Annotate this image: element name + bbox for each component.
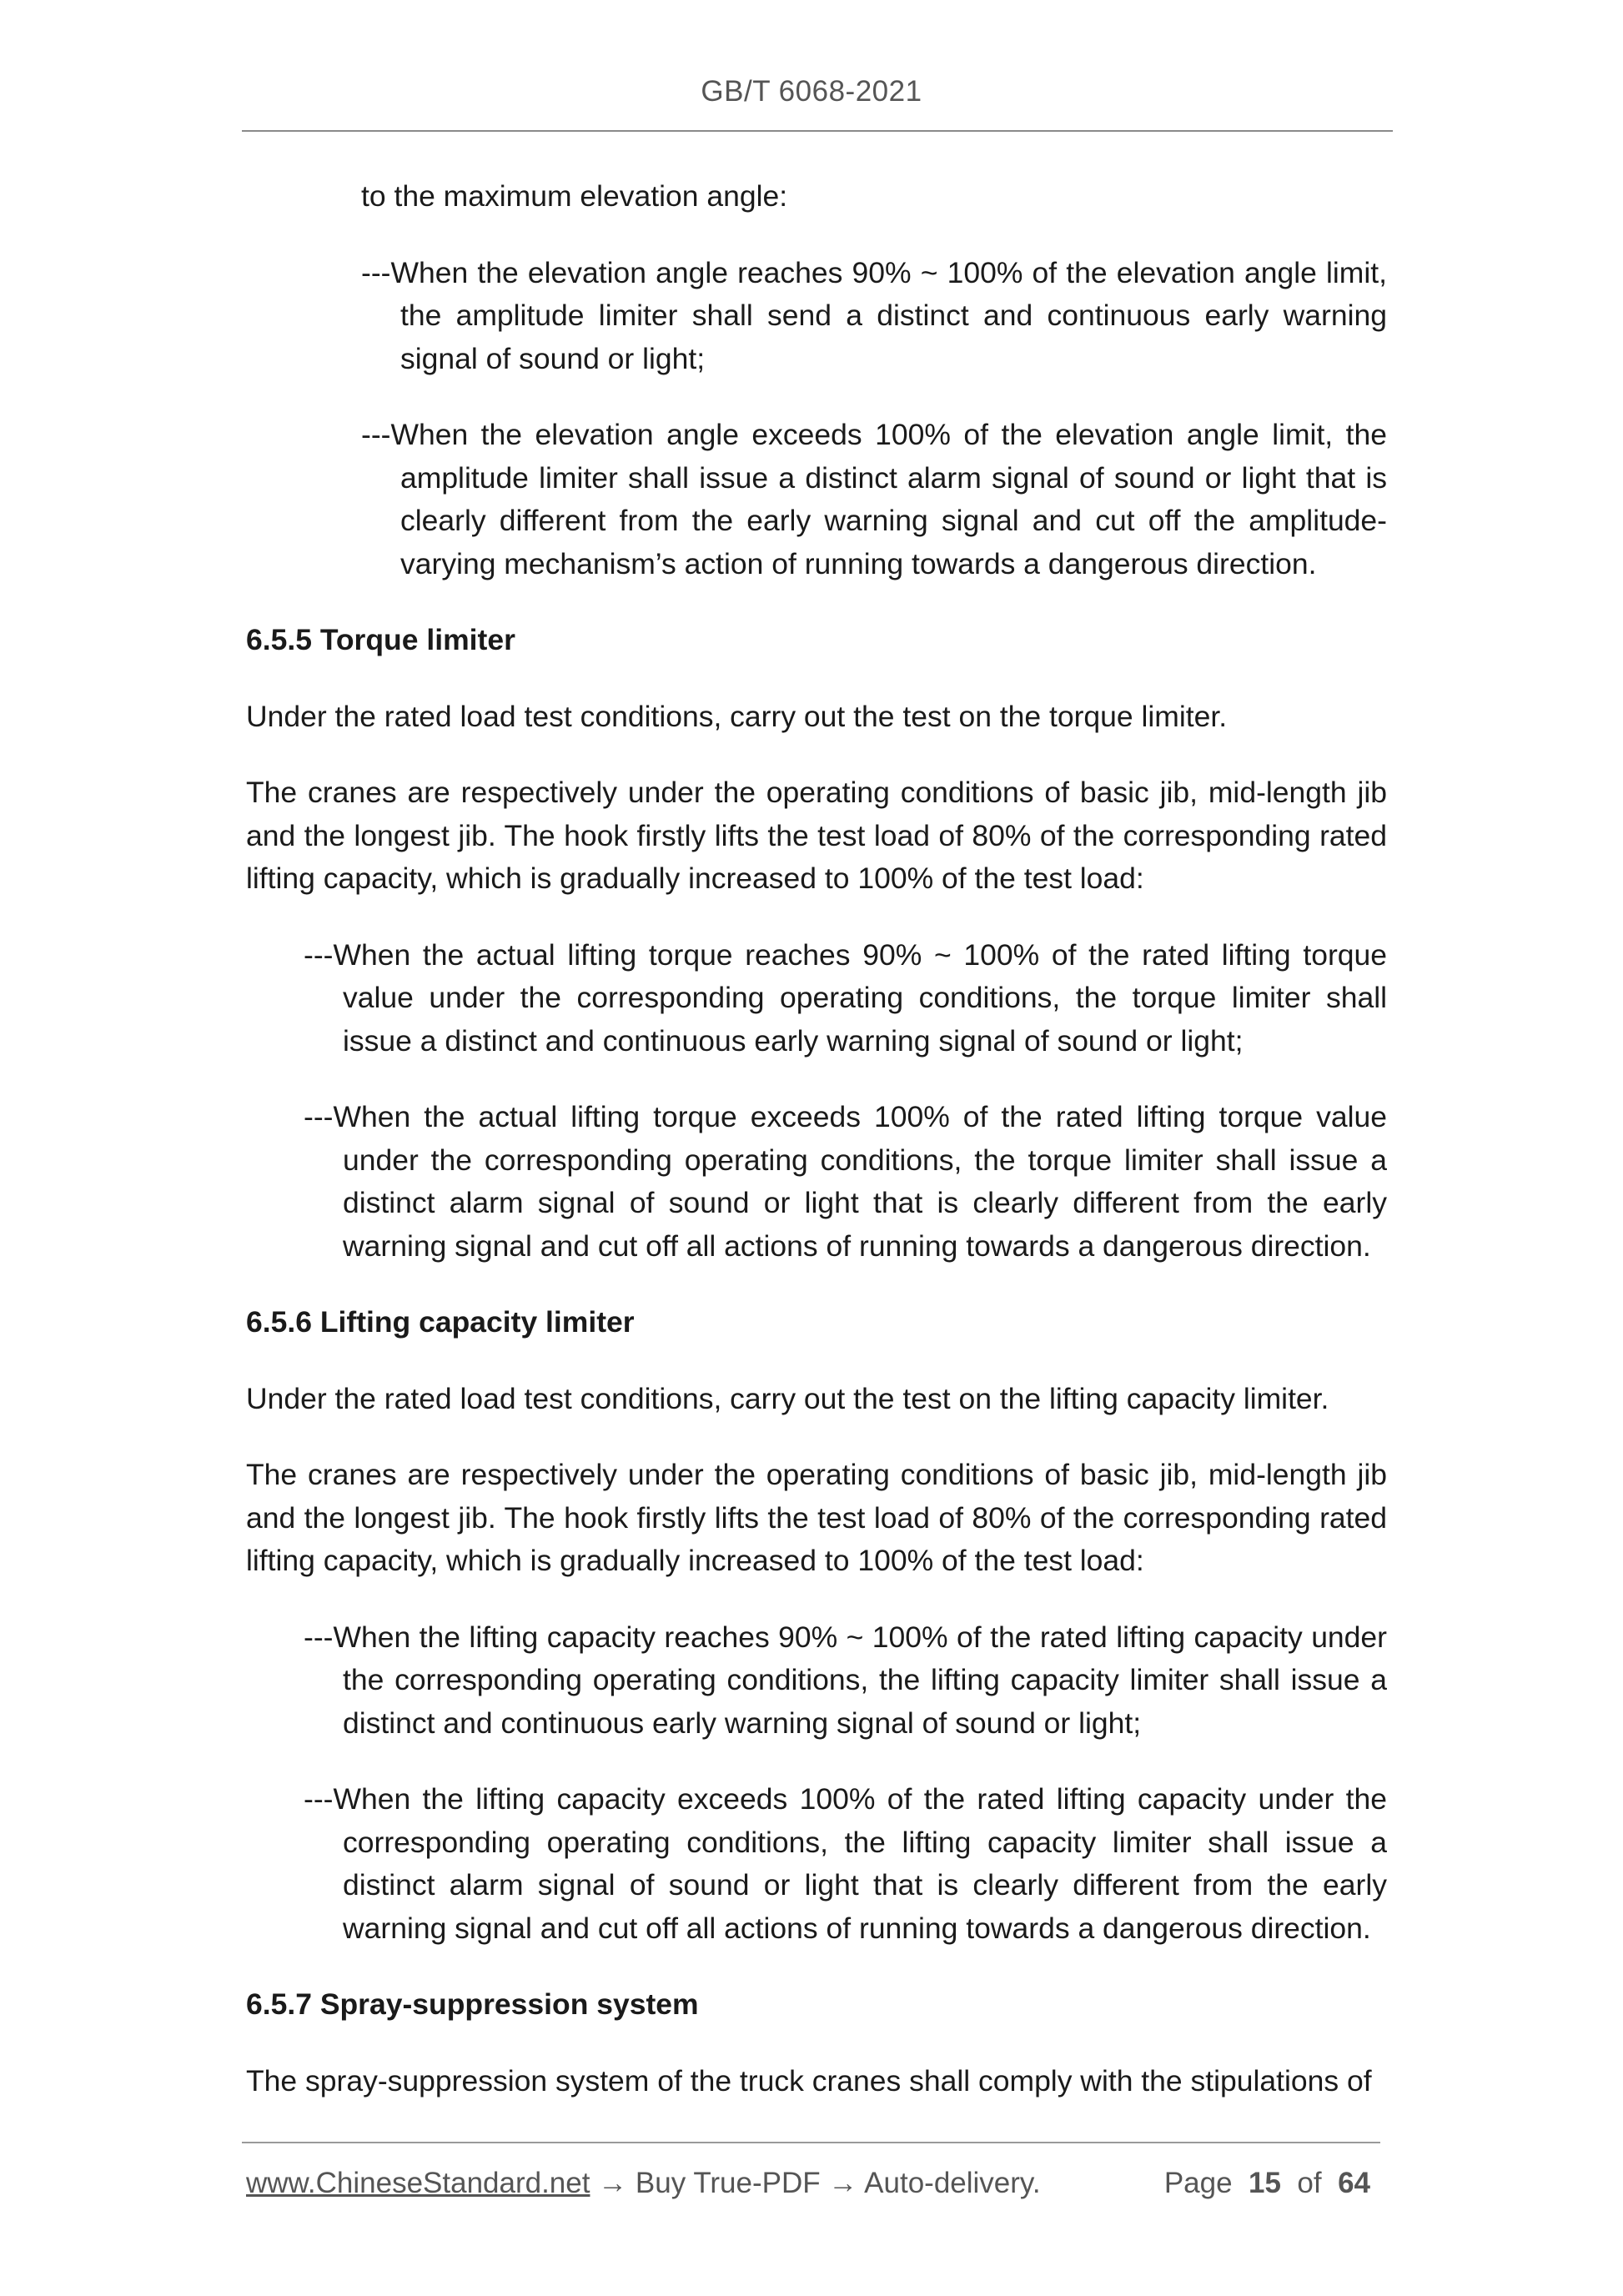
page-number: 15: [1249, 2167, 1281, 2199]
spacer: [246, 1420, 1387, 1454]
spacer: [246, 1583, 1387, 1616]
spacer: [246, 219, 1387, 252]
page-footer: [246, 2167, 1380, 2205]
footer-tagline: → Buy True-PDF → Auto-delivery.: [590, 2167, 1041, 2199]
list-item-torque-alarm: ---When the actual lifting torque exceeds 100% of the rated lifting torque value under the corresponding operating conditions, the torque limiter shall issue a distinct alarm signal of sound or light that is clearly different from the early warning signal and cut off all actions of running towards a dangerous direction.: [304, 1100, 1387, 1263]
document-header-title: GB/T 6068-2021: [701, 75, 922, 108]
spacer: [246, 380, 1387, 414]
spacer: [246, 1950, 1387, 1983]
spacer: [246, 1344, 1387, 1378]
spacer: [246, 1745, 1387, 1778]
list-item-capacity-warning: ---When the lifting capacity reaches 90% ~ 100% of the rated lifting capacity under the corresponding operating conditions, the lifting capacity limiter shall issue a distinct and continuous early warning signal of sound or light;: [304, 1620, 1387, 1740]
of-word: of: [1297, 2167, 1322, 2199]
spacer: [246, 662, 1387, 696]
paragraph-capacity-conditions: The cranes are respectively under the operating conditions of basic jib, mid-length jib and the longest jib. The hook firstly lifts the test load of 80% of the corresponding rated lifting capacity, which is gradually increased to 100% of the test load:: [246, 1458, 1387, 1577]
section-heading-lifting-capacity-limiter: 6.5.6 Lifting capacity limiter: [246, 1305, 635, 1339]
website-link[interactable]: www.ChineseStandard.net: [246, 2167, 590, 2199]
page-word: Page: [1163, 2167, 1233, 2199]
spacer: [246, 585, 1387, 619]
spacer: [246, 738, 1387, 771]
page-indicator: [1164, 2167, 1370, 2200]
header-divider: [242, 130, 1393, 132]
footer-left: [246, 2167, 1041, 2200]
list-item-capacity-alarm: ---When the lifting capacity exceeds 100% of the rated lifting capacity under the corresponding operating conditions, the lifting capacity limiter shall issue a distinct alarm signal of sound or light that is clearly different from the early warning signal and cut off all actions of running towards a dangerous direction.: [304, 1782, 1387, 1945]
spacer: [246, 901, 1387, 934]
section-heading-spray-suppression: 6.5.7 Spray-suppression system: [246, 1987, 699, 2021]
list-item-torque-warning: ---When the actual lifting torque reaches 90% ~ 100% of the rated lifting torque value under the corresponding operating conditions, the torque limiter shall issue a distinct and continuous early warning signal of sound or light;: [304, 937, 1387, 1058]
page-total: 64: [1338, 2167, 1370, 2199]
document-body: [246, 175, 1387, 2103]
paragraph-capacity-test: Under the rated load test conditions, carry out the test on the lifting capacity limiter.: [246, 1381, 1329, 1415]
spacer: [246, 1063, 1387, 1096]
list-item-elevation-warning: ---When the elevation angle reaches 90% ~ 100% of the elevation angle limit, the amplitude limiter shall send a distinct and continuous early warning signal of sound or light;: [361, 255, 1387, 375]
section-heading-torque-limiter: 6.5.5 Torque limiter: [246, 623, 515, 656]
spacer: [246, 2027, 1387, 2060]
paragraph-elevation-intro: to the maximum elevation angle:: [361, 179, 788, 213]
paragraph-torque-test: Under the rated load test conditions, carry out the test on the torque limiter.: [246, 699, 1228, 733]
paragraph-spray-suppression: The spray-suppression system of the truck cranes shall comply with the stipulations of: [246, 2063, 1372, 2098]
paragraph-torque-conditions: The cranes are respectively under the operating conditions of basic jib, mid-length jib and the longest jib. The hook firstly lifts the test load of 80% of the corresponding rated lifting capacity, which is gradually increased to 100% of the test load:: [246, 776, 1387, 895]
spacer: [246, 1268, 1387, 1301]
list-item-elevation-alarm: ---When the elevation angle exceeds 100% of the elevation angle limit, the amplitude limiter shall issue a distinct alarm signal of sound or light that is clearly different from the early warning signal and cut off the amplitude-varying mechanism’s action of running towards a dangerous direction.: [361, 418, 1387, 580]
footer-divider: [242, 2142, 1380, 2143]
